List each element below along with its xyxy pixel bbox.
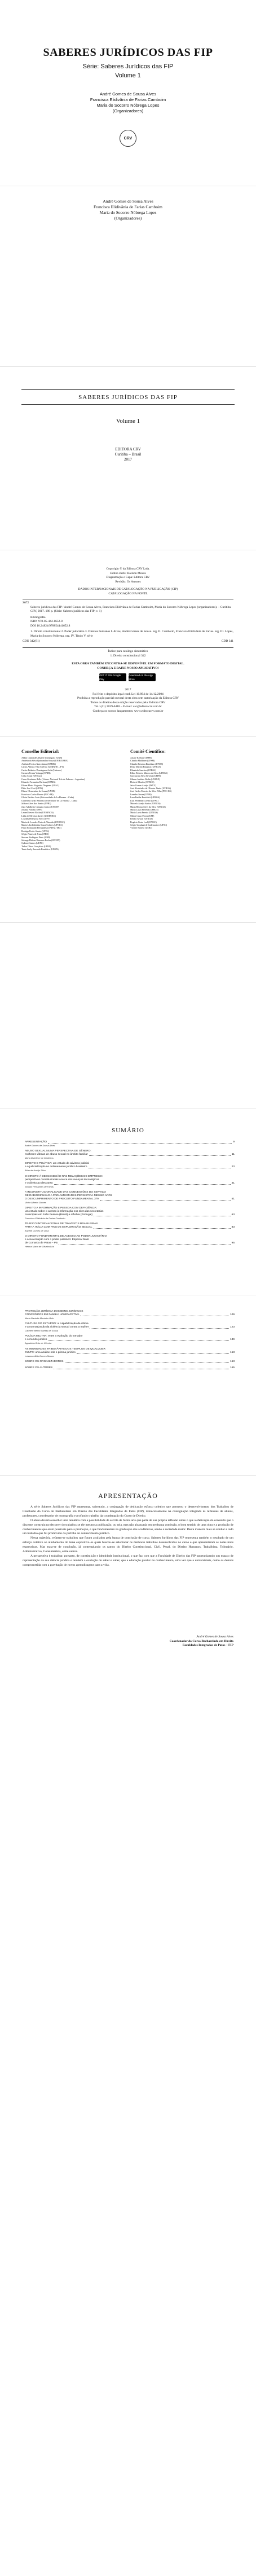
organizer-name: André Gomes de Sousa Alves xyxy=(103,199,153,204)
review-line: Revisão: Os Autores xyxy=(115,580,141,584)
toc-entry[interactable] xyxy=(25,1175,235,1188)
council-member: Leonel Severo Rocha (UNISINOS) xyxy=(21,811,54,814)
council-member: Élsio José Corá (UFFS) xyxy=(21,787,43,790)
volume-label: Volume 1 xyxy=(116,418,140,424)
book-title: SABERES JURÍDICOS DAS FIP xyxy=(43,46,213,59)
toc-entry-author: Jonnas Fernandes de Farias xyxy=(25,1185,54,1188)
ebook-note: CONHEÇA E BAIXE NOSSO APLICATIVO! xyxy=(97,666,159,670)
footer-line: Conheça os nossos lançamentos: www.editoracrv.com.br xyxy=(92,709,164,713)
toc-leader-dots xyxy=(54,1184,231,1185)
council-member: Celso Conti (UFSCar) xyxy=(21,774,42,778)
signature-institution: Faculdades Integradas de Patos – FIP xyxy=(182,1644,233,1647)
toc-entry[interactable] xyxy=(25,1191,235,1204)
ebook-notice xyxy=(23,662,233,671)
toc-entry[interactable] xyxy=(25,1235,235,1248)
toc-entry-title: SOBRE OS AUTORES xyxy=(25,1366,53,1369)
cip-body: Saberes jurídicos das FIP / André Gomes de Sousa Alves, Francisca Elidivânia de Farias Camboim, Maria do Socorro Nóbrega Lopes (organizadores). – Curitiba: CRV, 2017. 188 p. (Série: Saberes jurídicos das FIP; v. 1) xyxy=(30,605,232,613)
organizer-name: André Gomes de Sousa Alves xyxy=(99,91,157,97)
toc-entry[interactable] xyxy=(25,1162,235,1172)
app-store-badge[interactable]: Download on the App Store xyxy=(129,673,156,681)
council-member: Carlos Alberto Vilar Estêvão (UMINHO – PT) xyxy=(21,765,64,769)
cip-bibliography: Bibliografia xyxy=(30,615,46,619)
logo-text: CRV xyxy=(123,136,133,141)
credits-block xyxy=(23,567,233,584)
toc-page-number: 51 xyxy=(231,1197,235,1201)
cdu-code: CDU 342(81) xyxy=(23,639,40,643)
organizer-name: Francisca Elidivânia de Farias Camboim xyxy=(90,97,166,102)
toc-leader-dots xyxy=(100,1200,231,1201)
council-member: Elizabeth Sanches (UFRGS) xyxy=(130,768,156,772)
ebook-note: ESTA OBRA TAMBÉM ENCONTRA-SE DISPONÍVEL EM FORMATO DIGITAL. xyxy=(72,662,184,665)
council-member: Maria Helena Alves da Silva (UFRGS) xyxy=(130,805,166,808)
toc-leader-dots xyxy=(94,1228,231,1229)
toc-leader-dots xyxy=(89,1155,231,1156)
council-member: José Carlos Moreira da Silva Filho (PUC-RS) xyxy=(130,790,172,793)
volume-label: Volume 1 xyxy=(115,72,141,79)
council-member: Maria Luzia Pereira (UFRGS) xyxy=(130,811,158,814)
council-member: Tania Suely Azevedo Brasileiro (UFOPA) xyxy=(21,848,60,851)
toc-leader-dots xyxy=(77,1353,229,1354)
toc-entry-author: Victor Alfredo Gomes xyxy=(25,1201,46,1204)
toc-entry-title: PROTEÇÃO JURÍDICA DOS BENS JURÍDICOS xyxy=(25,1310,83,1313)
toc-entry[interactable] xyxy=(25,1207,235,1220)
paragraph: Nessa trajetória, reúnem-se trabalhos que foram avaliados pela banca de conclusão de curso. Saberes Jurídicos das FIP representa também o resultado de um esforço coletivo ao alinhamento do tema expositivo os quais buscou-se selecionar os melhores trabalhos desenvolvidos no curso e que apresentaram as notas mais expressivas. Mas trata-se de conclusão, já contemplando os ramos do Direito Constitucional, Civil, Penal, do Direito Humanos, Trabalhista, Tributário, Administrativo, Consumerista, entre outros. xyxy=(23,1536,233,1554)
toc-entry-title: DIREITO A INFORMAÇÃO E PESSOA COM DEFICIÊNCIA: xyxy=(25,1206,98,1210)
publication-year: 2017 xyxy=(124,457,132,462)
footer-line: Todos os direitos desta edição reservados pela: Editora CRV xyxy=(90,700,166,704)
organizer-role: (Organizadores) xyxy=(114,216,142,221)
editorial-council xyxy=(21,749,126,851)
footer-line: Tel.: (41) 3039-6418 – E-mail: sac@editoracrv.com.br xyxy=(94,705,162,708)
organizer-name: Maria do Socorro Nóbrega Lopes xyxy=(99,210,157,215)
organizer-role: (Organizadores) xyxy=(112,108,144,113)
toc-entry-title: O DESCUMPRIMENTO DE PRECEITO FUNDAMENTAL 379 xyxy=(25,1197,99,1201)
toc-leader-dots xyxy=(59,1244,231,1245)
cip-doi: DOI 10.24824/978854441652.8 xyxy=(30,624,70,628)
council-member: Elizeu Clementino de Souza (UNEB) xyxy=(21,790,55,793)
toc-entry-title: e o mundo jurídico xyxy=(25,1338,47,1342)
toc-page-number: 153 xyxy=(229,1351,235,1354)
signature-role: Coordenador do Curso Bacharelado em Direito xyxy=(169,1639,233,1643)
council-member: Luiz Fernando Coelho (UFSC) xyxy=(130,799,158,802)
toc-entry-title: PARA A ITÁLIA COM FINS DE EXPLORAÇÃO SEXUAL xyxy=(25,1226,92,1229)
toc-entry-author: Anyelle Gomes de Lima xyxy=(25,1229,49,1233)
council-member: Sérgio Nunes de Jesus (IFRO) xyxy=(21,833,49,836)
paragraph: A perspectiva é trabalhar, portanto, de constituição e identidade institucional, o que faz com que a Faculdade de Direito das FIP oportunizando um espaço de representação da sua ciência jurídica e também a evolução do saber e saber, que a educação produz no conhecimento, uma vez que a universidade, como os demais comprometida com a gravitação de novos aprendizagens para a vida. xyxy=(23,1554,233,1567)
organizers-list xyxy=(0,199,256,221)
council-member: Josania Portela (UFPI) xyxy=(21,808,42,811)
toc-entry[interactable] xyxy=(25,1322,235,1332)
presentation-title: APRESENTAÇÃO xyxy=(98,1492,158,1500)
council-member: Lourdes Helena da Silva (UFV) xyxy=(21,817,51,821)
council-member: Leandro Souza (UNIR) xyxy=(130,792,152,796)
footer-line: Foi feito o depósito legal conf. Lei 10.994 de 14/12/2004 xyxy=(92,692,164,696)
council-member: Gilmar Antônio Bedin (UNIJUÍ) xyxy=(130,777,160,781)
toc-entry-title: municipais em João Pessoa (Brasil) e Alfurbia (Portugal) xyxy=(25,1213,92,1216)
toc-entry-line xyxy=(25,1360,235,1364)
council-member: Maria Luiza Ferreira (UFRGS) xyxy=(130,808,158,811)
toc-entry-title: APRESENTAÇÃO xyxy=(25,1141,47,1144)
toc-entry-title: CULTO: uma análise sob o prisma jurídico xyxy=(25,1351,76,1354)
council-member: Rogério Gesta Leal (UNISC) xyxy=(130,820,157,823)
toc-entry-title: mulheres vítimas de abuso sexual no âmbito familiar xyxy=(25,1153,88,1156)
council-list xyxy=(21,756,126,851)
committee-list xyxy=(130,756,235,830)
toc-entry-author: Helena Maria de Oliveira Lira xyxy=(25,1245,54,1248)
layout-line: Diagramação e Capa: Editora CRV xyxy=(106,576,150,579)
toc-leader-dots xyxy=(48,1340,229,1341)
index-block xyxy=(23,650,233,658)
presentation-page xyxy=(0,1476,256,1662)
council-member: Marcelo Araújo Santos (UFRGS) xyxy=(130,802,161,805)
summary-page xyxy=(0,1109,256,1295)
council-member: João Adalberto Campato Junior (UNESP) xyxy=(21,805,59,808)
toc-entry-title: e o direito ao descanso xyxy=(25,1181,53,1185)
organizer-name: Maria do Socorro Nóbrega Lopes xyxy=(96,103,160,108)
council-member: Vicente Barreto (UERJ) xyxy=(130,826,152,830)
council-member: Lídia de Oliveira Xavier (UNIEURO) xyxy=(21,814,56,817)
toc-entry-title: A INCONSTITUCIONALIDADE DAS CONCESSÕES DO SERVIÇO xyxy=(25,1190,106,1194)
council-member: Claudio Maldaner (UFSM) xyxy=(130,759,155,763)
toc-entry-title: SOBRE OS ORGANIZADORES xyxy=(25,1360,64,1363)
council-member: Lusa Emília Bertolotti (UFRGS) xyxy=(130,796,160,799)
council-member: Giovani da Silva Silveira (UEPB) xyxy=(130,774,161,778)
council-member: Sérgio Urquhart de Cademartori (UFSC) xyxy=(130,823,167,826)
organizers-list xyxy=(0,91,256,114)
toc-entry[interactable] xyxy=(25,1223,235,1232)
council-member: Tadeu Oliver Gonçalves (UFPA) xyxy=(21,844,51,848)
toc-page-number: 95 xyxy=(231,1242,235,1245)
cip-isbn: ISBN 978-85-444-1652-8 xyxy=(30,620,63,623)
cip-subtitle: CATALOGAÇÃO NA FONTE xyxy=(108,592,148,595)
presentation-body xyxy=(23,1505,233,1568)
summary-title: SUMÁRIO xyxy=(112,1127,144,1134)
cip-record xyxy=(23,601,233,644)
paragraph: A série Saberes Jurídicos das FIP representa, sobretudo, a conjugação de dedicação esforço coletivo que permeou o desenvolvimento dos Trabalhos de Conclusão do Curso de Bacharelado em Direito das Faculdades Integradas de Patos (FIP), minuciosamente na consignação integrada às reflexões de alunos, professores, coordenador de monografia e profundo trabalho da coordenação do Curso de Direito. xyxy=(23,1505,233,1518)
toc-leader-dots xyxy=(90,1328,229,1329)
council-member: Jairo Gomes Araújo (FSVV) xyxy=(130,783,156,787)
toc-entry[interactable] xyxy=(25,1310,235,1320)
toc-entry-title: e a normatização da violência sexual contra a mulher xyxy=(25,1326,89,1329)
cip-subjects: 1. Direito constitucional 2. Poder judiciário 3. Direitos humanos I. Alves, André Gomes de Sousa. org. II. Camboim, Francisca Elidivânia de Farias. org. III. Lopes, Maria do Socorro Nóbrega. org. IV. Título V. série xyxy=(30,630,233,638)
council-member: Claudio Teixeira Damilano (UFSM) xyxy=(130,762,163,765)
divider xyxy=(21,404,235,405)
toc-entry-title: O DIREITO FUNDAMENTAL DE ACESSO AO PODER JUDICIÁRIO xyxy=(25,1235,107,1238)
toc-page-number: 165 xyxy=(229,1366,235,1369)
toc-entry-title: AS IMUNIDADES TRIBUTÁRIAS DOS TEMPLOS DE QUALQUER xyxy=(25,1347,105,1351)
council-member: Paulo Romualdo Hernandes (UNIFAL-MG) xyxy=(21,826,61,830)
table-of-contents xyxy=(25,1310,235,1373)
council-member: José Alcebíades de Oliveira Júnior (UFRGS) xyxy=(130,787,171,790)
summary-page-continued xyxy=(0,1295,256,1476)
toc-entry-title: TRÁFICO INTERNACIONAL DE TRAVESTIS BRASILEIRAS xyxy=(25,1223,98,1226)
toc-entry-author: Maria Dulcilene de Medeiros xyxy=(25,1156,54,1160)
toc-entry-title: um estudo sobre o acesso à informação nos sites das secretarias xyxy=(25,1210,104,1213)
council-member: Andréia da Silva Quintanilha Sousa (UNIR/UFRN) xyxy=(21,759,68,763)
toc-page-number: 63 xyxy=(231,1213,235,1216)
toc-entry[interactable] xyxy=(25,1348,235,1357)
organizer-name: Francisca Elidivânia de Farias Camboim xyxy=(93,204,163,209)
toc-entry[interactable] xyxy=(25,1366,235,1370)
toc-entry-title: ABUSO SEXUAL NUMA PERSPECTIVA DE GÊNERO: xyxy=(25,1150,91,1153)
toc-entry-author: Agostinho Brito de Oliveira xyxy=(25,1342,52,1345)
council-member: Maria Lília Imbiriba Sousa Colares (UFOPA) xyxy=(21,823,63,826)
council-member: Cesar Gerónimo Tello (Univer. Nacional Três de Febrero – Argentina) xyxy=(21,777,85,781)
toc-entry-title: O DIREITO À DESCONEXÃO NAS RELAÇÕES DE EMPREGO: xyxy=(25,1175,103,1178)
council-member: Nilton Cesar Flores (UFF) xyxy=(130,814,155,817)
copyright-line: Copyright © da Editora CRV Ltda. xyxy=(106,567,150,571)
toc-entry-title: CONCEDIDOS EM FAMÍLIA HOMOAFETIVA xyxy=(25,1313,80,1316)
toc-entry[interactable] xyxy=(25,1141,235,1147)
council-member: Guillermo Arias Beatón (Universidade de La Havana – Cuba) xyxy=(21,799,77,802)
toc-page-number: 123 xyxy=(229,1326,235,1329)
half-title-page xyxy=(0,186,256,367)
blank-page xyxy=(0,923,256,1109)
legal-footer xyxy=(23,688,233,713)
title-page xyxy=(0,367,256,550)
toc-page-number: 109 xyxy=(229,1313,235,1316)
divider xyxy=(23,647,233,648)
scientific-committee xyxy=(130,749,235,851)
cdd-code: CDD 341 xyxy=(221,639,233,643)
toc-entry[interactable] xyxy=(25,1360,235,1364)
series-name: Série: Saberes Jurídicos das FIP xyxy=(82,63,174,70)
toc-entry-title: POLÍCIA MILITAR: entre a evolução do tornador xyxy=(25,1335,83,1338)
copyright-page xyxy=(0,550,256,737)
toc-leader-dots xyxy=(48,1143,232,1144)
toc-entry-title: de Comarca de Patos – PB xyxy=(25,1242,58,1245)
council-member: Carmen Tereza Velanga (UNIR) xyxy=(21,772,51,775)
publisher-logo xyxy=(120,130,136,147)
toc-entry-author: Lohanna Ábia Gomes Moura xyxy=(25,1354,54,1357)
footer-year: 2017 xyxy=(125,688,131,691)
toc-entry-title: e a sua relação com o poder judiciário: Especial Mato xyxy=(25,1238,89,1242)
divider xyxy=(21,389,235,390)
council-member: Gloria Fariñas León (Universidade de La Havana – Cuba) xyxy=(21,796,74,799)
council-member: Ariane Kerbauy (IFPB) xyxy=(130,756,152,759)
signature-block xyxy=(170,1635,233,1648)
app-store-badges xyxy=(99,673,156,681)
toc-page-number: 41 xyxy=(231,1181,235,1185)
cip-header xyxy=(23,588,233,596)
editor-line: Editor-chefe: Railson Moura xyxy=(110,571,146,575)
cover-page xyxy=(0,0,256,186)
toc-entry-author: André Gomes de Sousa Alves xyxy=(25,1144,55,1147)
council-member: Aldira Guimarães Duarte Domínguez (UNB) xyxy=(21,756,63,759)
book-title: SABERES JURÍDICOS DAS FIP xyxy=(78,394,178,401)
toc-page-number: 139 xyxy=(229,1338,235,1342)
toc-entry[interactable] xyxy=(25,1150,235,1159)
editorial-council-page xyxy=(0,737,256,923)
signature-name: André Gomes de Sousa Alves xyxy=(196,1635,233,1639)
toc-page-number: 9 xyxy=(233,1141,235,1144)
council-member: Eduardo Fernandes Barbosa (UFMG) xyxy=(21,781,56,784)
cip-title: DADOS INTERNACIONAIS DE CATALOGAÇÃO NA PUBLICAÇÃO (CIP) xyxy=(78,588,178,591)
council-member: Renato Sawan (UFRGS) xyxy=(130,817,153,821)
toc-entry-title: DIREITO E POLÍTICA: um estudo do ativismo judicial xyxy=(25,1162,89,1166)
publisher-info xyxy=(0,447,256,462)
paragraph: O aluno deveria escolher uma temática com a possibilidade de escrita de forma arte que parte de sua própria reflexão sobre o que a efetivação do conteúdo que o discente construiu no decorrer do trabalho; se ele mesmo a publicação, ou seja, mas não alcançada em nenhuma comissão, o bom sentido de uma obra e a produção de conhecimentos que eram possíveis para a promoção, e que fundamentam na graduação dos acadêmicos, sendo a sociedade maior. Desta maneira mais se alinhar a todo um trabalho que foi promovido da partilha do conhecimento jurídico. xyxy=(23,1518,233,1536)
publisher-name: EDITORA CRV xyxy=(115,447,141,452)
council-member: Solange Helena Ximenes-Rocha (UFOPA) xyxy=(21,838,60,842)
council-member: Herbert Mendes (UFRGS) xyxy=(130,781,155,784)
index-title: Índice para catálogo sistemático xyxy=(108,650,148,653)
council-member: Deise Marchi Panizzon (UFRGS) xyxy=(130,765,161,769)
cip-code: S672 xyxy=(23,601,29,604)
toc-entry-author: Francisca Elidivânia de Farias Camboim xyxy=(25,1216,65,1220)
publisher-city: Curitiba – Brasil xyxy=(114,452,142,457)
toc-entry-title: perspectivas constitucionais acerca dos avanços tecnológicos xyxy=(25,1178,99,1181)
toc-entry-author: Carmem Belchi Dantas de Sousa xyxy=(25,1329,59,1333)
toc-entry-author: Aline de Araújo Silva xyxy=(25,1169,46,1172)
council-member: Carlos Federico Dominguez Avila (Unieuro) xyxy=(21,768,62,772)
council-member: Simone Rodrigues Pinto (UNB) xyxy=(21,835,51,839)
council-member: Jailson Alves dos Santos (UFRJ) xyxy=(21,802,51,805)
toc-page-number: 83 xyxy=(231,1226,235,1229)
council-member: Rodrigo Pratte-Santos (UFES) xyxy=(21,829,49,833)
council-member: Fábio Roberto Mateus da Silva (UFRGS) xyxy=(130,772,168,775)
committee-title: Comitê Científico: xyxy=(130,749,166,754)
toc-page-number: 23 xyxy=(231,1166,235,1169)
google-play-badge[interactable]: GET IT ON Google Play xyxy=(99,673,126,681)
council-member: Francisco Carlos Duarte (PUC-PR) xyxy=(21,792,54,796)
footer-line: Proibida a reprodução parcial ou total desta obra sem autorização da Editora CRV xyxy=(77,696,179,700)
toc-page-number: 163 xyxy=(229,1360,235,1363)
toc-entry-line xyxy=(25,1366,235,1370)
toc-entry-author: Maria Danielle Monteiro Brito xyxy=(25,1317,54,1320)
toc-entry-title: e a judicialização no ordenamento jurídico brasileiro xyxy=(25,1166,87,1169)
council-title: Conselho Editorial: xyxy=(21,749,59,754)
toc-entry-title: DE RADIODIFUSÃO A PARLAMENTARES PERSISTIRÁ MESMO APÓS xyxy=(25,1194,113,1197)
toc-entry-title: CULTURA DO ESTUPRO: a culpabilização da vítima xyxy=(25,1322,89,1326)
toc-entry[interactable] xyxy=(25,1335,235,1344)
council-member: Sydione Santos (UEPG) xyxy=(21,842,43,845)
council-member: Antônio Pereira Gaio Júnior (UFRRJ) xyxy=(21,762,56,765)
council-member: Elione Maria Nogueira Diogenes (UFAL) xyxy=(21,783,59,787)
council-member: Maria de Lourdes Pinto de Almeida (UNOESC) xyxy=(21,820,65,823)
table-of-contents xyxy=(25,1141,235,1251)
toc-page-number: 11 xyxy=(232,1153,235,1156)
index-item: 1. Direito constitucional 342 xyxy=(110,654,146,658)
